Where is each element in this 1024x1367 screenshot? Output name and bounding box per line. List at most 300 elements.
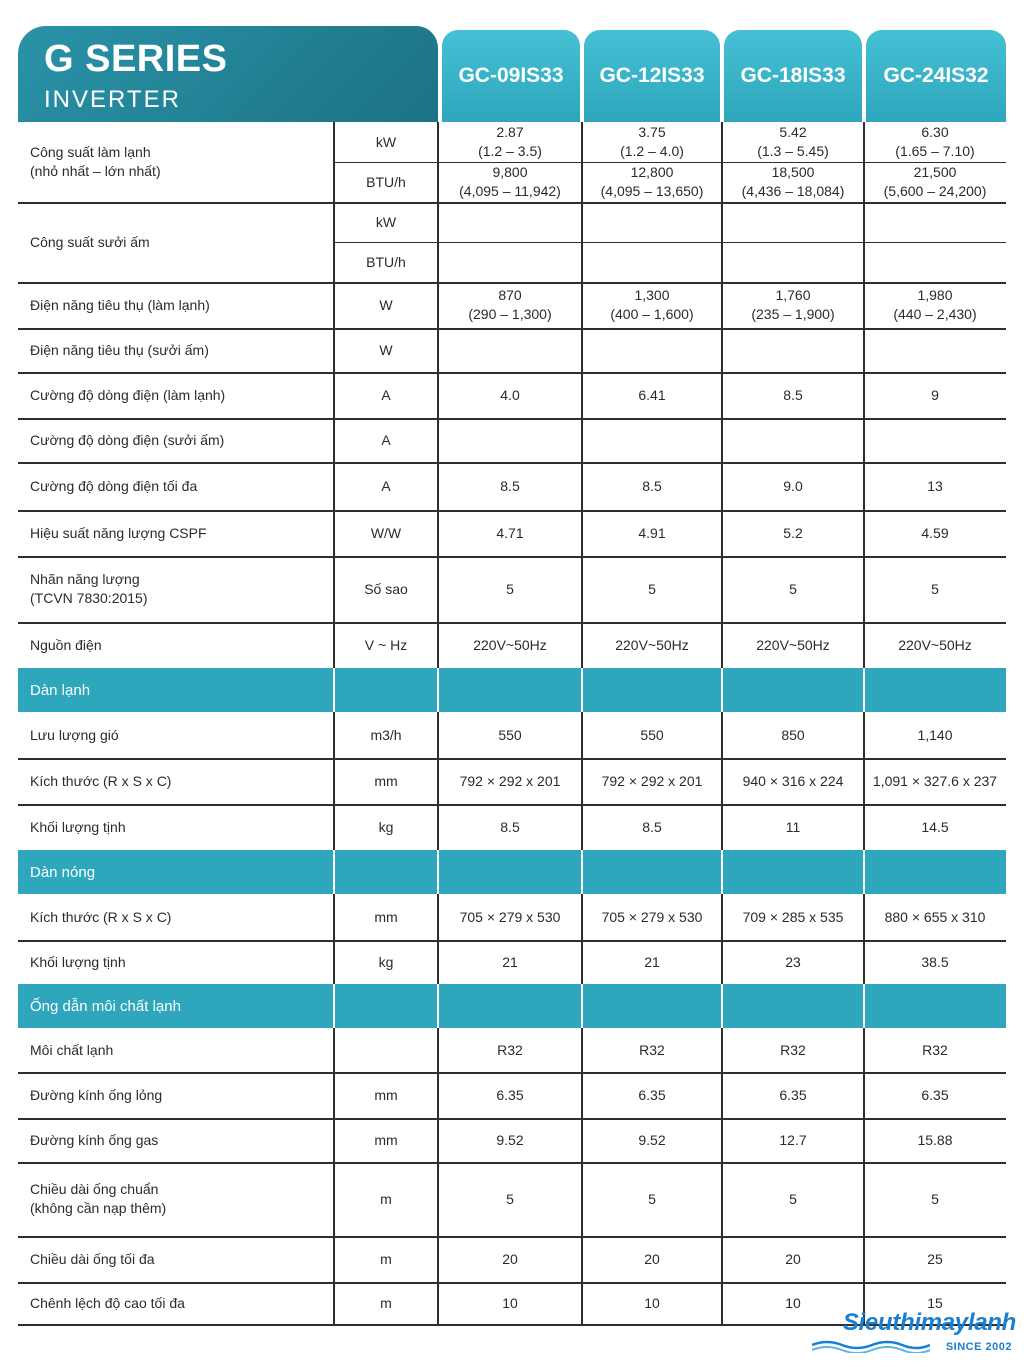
spec-subrow xyxy=(18,122,1006,162)
column-divider xyxy=(721,122,723,202)
column-divider xyxy=(333,1236,335,1282)
column-divider xyxy=(333,510,335,556)
spec-value xyxy=(864,242,1006,282)
spec-label: Chiều dài ống tối đa xyxy=(30,1250,155,1267)
spec-label: Điện năng tiêu thụ (làm lạnh) xyxy=(30,296,210,313)
column-divider xyxy=(333,1028,335,1072)
column-divider xyxy=(437,758,439,804)
spec-value: 5 xyxy=(506,1190,514,1207)
column-divider xyxy=(437,850,439,894)
column-divider xyxy=(581,850,583,894)
column-divider xyxy=(721,758,723,804)
spec-row xyxy=(18,894,1006,942)
spec-label: Lưu lượng gió xyxy=(30,726,119,743)
spec-value: 5 xyxy=(931,580,939,597)
column-divider xyxy=(581,418,583,462)
column-divider xyxy=(333,940,335,984)
spec-value: 792 × 292 x 201 xyxy=(601,772,703,789)
column-divider xyxy=(863,202,865,282)
spec-value: 1,980 (440 – 2,430) xyxy=(893,287,977,322)
spec-value: 709 × 285 x 535 xyxy=(742,908,844,925)
spec-row xyxy=(18,940,1006,986)
column-divider xyxy=(581,202,583,282)
spec-value xyxy=(722,242,864,282)
spec-value: 15.88 xyxy=(917,1131,953,1148)
spec-value: 1,091 × 327.6 x 237 xyxy=(872,772,998,789)
spec-unit: m xyxy=(380,1250,392,1267)
spec-value xyxy=(722,202,864,242)
spec-row xyxy=(18,1236,1006,1284)
column-divider xyxy=(437,202,439,282)
column-divider xyxy=(581,1236,583,1282)
spec-value: 6.35 xyxy=(921,1086,949,1103)
spec-unit: BTU/h xyxy=(366,173,406,190)
spec-value: 10 xyxy=(644,1294,660,1311)
column-divider xyxy=(721,850,723,894)
logo-since: SINCE 2002 xyxy=(945,1341,1012,1353)
spec-value: 15 xyxy=(927,1294,943,1311)
spec-value: 20 xyxy=(785,1250,801,1267)
column-divider xyxy=(437,418,439,462)
column-divider xyxy=(333,372,335,418)
spec-value: 8.5 xyxy=(642,477,662,494)
column-divider xyxy=(437,556,439,622)
column-divider xyxy=(863,804,865,850)
spec-row xyxy=(18,712,1006,760)
model-header-1: GC-09IS33 xyxy=(442,30,580,122)
spec-value: 220V~50Hz xyxy=(615,636,689,653)
spec-row xyxy=(18,510,1006,558)
spec-value: 6.35 xyxy=(638,1086,666,1103)
column-divider xyxy=(863,668,865,712)
spec-value: 6.41 xyxy=(638,386,666,403)
column-divider xyxy=(333,804,335,850)
spec-row xyxy=(18,1162,1006,1238)
column-divider xyxy=(581,712,583,758)
column-divider xyxy=(333,1118,335,1162)
column-divider xyxy=(581,372,583,418)
spec-value xyxy=(722,418,864,462)
spec-sheet xyxy=(18,26,1006,1311)
spec-value xyxy=(438,202,582,242)
column-divider xyxy=(437,1282,439,1324)
section-header-row xyxy=(18,668,1006,714)
spec-value: 792 × 292 x 201 xyxy=(459,772,561,789)
column-divider xyxy=(721,462,723,510)
spec-label: Nguồn điện xyxy=(30,636,102,653)
column-divider xyxy=(437,510,439,556)
column-divider xyxy=(863,1162,865,1236)
spec-value: 550 xyxy=(498,726,522,743)
column-divider xyxy=(863,510,865,556)
model-header-3: GC-18IS33 xyxy=(724,30,862,122)
column-divider xyxy=(333,712,335,758)
column-divider xyxy=(581,940,583,984)
spec-value: 220V~50Hz xyxy=(898,636,972,653)
spec-unit: A xyxy=(381,386,391,403)
column-divider xyxy=(437,1028,439,1072)
spec-unit: m3/h xyxy=(370,726,402,743)
column-divider xyxy=(863,328,865,372)
spec-subrow xyxy=(18,202,1006,242)
spec-label: Môi chất lạnh xyxy=(30,1041,114,1058)
spec-unit: A xyxy=(381,431,391,448)
subrow-divider xyxy=(334,162,1006,163)
column-divider xyxy=(863,712,865,758)
spec-value xyxy=(864,328,1006,372)
spec-row xyxy=(18,282,1006,330)
spec-value: 14.5 xyxy=(921,818,949,835)
series-banner xyxy=(18,26,438,122)
column-divider xyxy=(581,1162,583,1236)
spec-value: 940 × 316 x 224 xyxy=(742,772,844,789)
wave-icon xyxy=(812,1339,930,1353)
spec-value: 5.2 xyxy=(783,524,803,541)
column-divider xyxy=(721,984,723,1028)
spec-unit: mm xyxy=(374,1086,398,1103)
spec-value: 3.75 (1.2 – 4.0) xyxy=(620,124,684,159)
spec-label: Cường độ dòng điện (sưởi ấm) xyxy=(30,431,225,448)
spec-value: 550 xyxy=(640,726,664,743)
column-divider xyxy=(437,1072,439,1118)
spec-value: 20 xyxy=(644,1250,660,1267)
column-divider xyxy=(721,1282,723,1324)
column-divider xyxy=(721,510,723,556)
spec-value: 8.5 xyxy=(500,477,520,494)
spec-value: 1,140 xyxy=(917,726,953,743)
spec-value: 4.0 xyxy=(500,386,520,403)
column-divider xyxy=(721,418,723,462)
column-divider xyxy=(333,1162,335,1236)
spec-unit: kW xyxy=(375,213,397,230)
spec-value xyxy=(438,242,582,282)
spec-value: 9.52 xyxy=(496,1131,524,1148)
column-divider xyxy=(721,556,723,622)
column-divider xyxy=(333,202,335,282)
spec-value: 220V~50Hz xyxy=(756,636,830,653)
column-divider xyxy=(721,328,723,372)
column-divider xyxy=(581,1028,583,1072)
section-title: Ống dẫn môi chất lạnh xyxy=(30,997,181,1015)
spec-unit: Số sao xyxy=(364,580,408,597)
column-divider xyxy=(581,462,583,510)
spec-value xyxy=(864,202,1006,242)
spec-row xyxy=(18,1118,1006,1164)
column-divider xyxy=(581,1282,583,1324)
column-divider xyxy=(333,1282,335,1324)
spec-value: 8.5 xyxy=(500,818,520,835)
column-divider xyxy=(437,328,439,372)
column-divider xyxy=(721,894,723,940)
column-divider xyxy=(863,372,865,418)
column-divider xyxy=(437,622,439,668)
column-divider xyxy=(721,1236,723,1282)
column-divider xyxy=(863,1028,865,1072)
column-divider xyxy=(863,940,865,984)
column-divider xyxy=(581,510,583,556)
column-divider xyxy=(863,1236,865,1282)
column-divider xyxy=(437,1236,439,1282)
spec-value: 11 xyxy=(785,818,801,835)
column-divider xyxy=(581,668,583,712)
spec-unit: W/W xyxy=(370,524,402,541)
column-divider xyxy=(333,1072,335,1118)
model-header-4: GC-24IS32 xyxy=(866,30,1006,122)
column-divider xyxy=(437,1118,439,1162)
section-header-row xyxy=(18,850,1006,896)
spec-unit: V ~ Hz xyxy=(364,636,408,653)
spec-label: Kích thước (R x S x C) xyxy=(30,772,172,789)
column-divider xyxy=(437,804,439,850)
spec-unit: BTU/h xyxy=(366,253,406,270)
spec-value: 5.42 (1.3 – 5.45) xyxy=(757,124,829,159)
spec-unit: W xyxy=(379,296,393,313)
spec-value: 1,300 (400 – 1,600) xyxy=(610,287,694,322)
spec-unit: m xyxy=(380,1190,392,1207)
spec-value xyxy=(722,328,864,372)
spec-value: 21 xyxy=(502,953,518,970)
spec-value: 4.59 xyxy=(921,524,949,541)
column-divider xyxy=(581,894,583,940)
spec-label: Đường kính ống lỏng xyxy=(30,1086,163,1103)
spec-value: 38.5 xyxy=(921,953,949,970)
spec-value: 6.35 xyxy=(496,1086,524,1103)
column-divider xyxy=(721,940,723,984)
spec-value: 220V~50Hz xyxy=(473,636,547,653)
spec-subrow xyxy=(18,242,1006,282)
column-divider xyxy=(863,984,865,1028)
column-divider xyxy=(721,282,723,328)
column-divider xyxy=(437,940,439,984)
spec-unit: mm xyxy=(374,772,398,789)
column-divider xyxy=(721,1162,723,1236)
spec-value: 4.71 xyxy=(496,524,524,541)
column-divider xyxy=(863,622,865,668)
column-divider xyxy=(333,850,335,894)
column-divider xyxy=(721,372,723,418)
spec-value: 9.52 xyxy=(638,1131,666,1148)
column-divider xyxy=(437,984,439,1028)
spec-value: 5 xyxy=(648,580,656,597)
column-divider xyxy=(437,1162,439,1236)
spec-label: Đường kính ống gas xyxy=(30,1131,159,1148)
spec-unit: A xyxy=(381,477,391,494)
spec-value: 23 xyxy=(785,953,801,970)
spec-label: Chiều dài ống chuẩn (không cần nạp thêm) xyxy=(30,1181,167,1216)
spec-value: 13 xyxy=(927,477,943,494)
column-divider xyxy=(333,556,335,622)
spec-value: 21,500 (5,600 – 24,200) xyxy=(883,164,987,199)
spec-unit: kW xyxy=(375,133,397,150)
spec-unit xyxy=(334,1028,438,1072)
column-divider xyxy=(581,984,583,1028)
spec-value: R32 xyxy=(497,1041,523,1058)
column-divider xyxy=(721,202,723,282)
spec-value: R32 xyxy=(780,1041,806,1058)
spec-value: 870 (290 – 1,300) xyxy=(468,287,552,322)
spec-value: 5 xyxy=(931,1190,939,1207)
model-header-2: GC-12IS33 xyxy=(584,30,720,122)
column-divider xyxy=(721,668,723,712)
series-subtitle: INVERTER xyxy=(44,86,181,113)
spec-value: 705 × 279 x 530 xyxy=(601,908,703,925)
column-divider xyxy=(721,1028,723,1072)
series-title: G SERIES xyxy=(44,38,228,80)
spec-label: Khối lượng tịnh xyxy=(30,818,126,835)
spec-value xyxy=(582,418,722,462)
spec-value: 21 xyxy=(644,953,660,970)
spec-row xyxy=(18,122,1006,204)
spec-value: R32 xyxy=(639,1041,665,1058)
spec-unit: W xyxy=(379,341,393,358)
spec-row xyxy=(18,202,1006,284)
spec-value: 6.30 (1.65 – 7.10) xyxy=(895,124,975,159)
section-title: Dàn nóng xyxy=(30,863,96,881)
spec-value: 12,800 (4,095 – 13,650) xyxy=(600,164,704,199)
spec-value: 1,760 (235 – 1,900) xyxy=(751,287,835,322)
spec-unit: mm xyxy=(374,1131,398,1148)
spec-row xyxy=(18,372,1006,420)
spec-unit: m xyxy=(380,1294,392,1311)
spec-row xyxy=(18,462,1006,512)
spec-value: 8.5 xyxy=(642,818,662,835)
column-divider xyxy=(333,328,335,372)
column-divider xyxy=(437,282,439,328)
section-title: Dàn lạnh xyxy=(30,681,91,699)
spec-label: Nhãn năng lượng (TCVN 7830:2015) xyxy=(30,571,148,606)
spec-label: Công suất sưởi ấm xyxy=(30,233,150,250)
column-divider xyxy=(333,462,335,510)
column-divider xyxy=(333,282,335,328)
spec-value: 25 xyxy=(927,1250,943,1267)
column-divider xyxy=(581,1118,583,1162)
subrow-divider xyxy=(334,242,1006,243)
spec-label: Hiệu suất năng lượng CSPF xyxy=(30,524,207,541)
spec-value: 9.0 xyxy=(783,477,803,494)
spec-row xyxy=(18,1072,1006,1120)
spec-row xyxy=(18,622,1006,670)
column-divider xyxy=(581,804,583,850)
column-divider xyxy=(437,372,439,418)
column-divider xyxy=(333,894,335,940)
spec-row xyxy=(18,804,1006,852)
column-divider xyxy=(863,1072,865,1118)
column-divider xyxy=(437,122,439,202)
spec-label: Kích thước (R x S x C) xyxy=(30,908,172,925)
spec-row xyxy=(18,418,1006,464)
spec-value xyxy=(438,328,582,372)
column-divider xyxy=(581,1072,583,1118)
column-divider xyxy=(581,622,583,668)
spec-value: 8.5 xyxy=(783,386,803,403)
column-divider xyxy=(863,850,865,894)
spec-label: Điện năng tiêu thụ (sưởi ấm) xyxy=(30,341,209,358)
column-divider xyxy=(721,804,723,850)
spec-value: 705 × 279 x 530 xyxy=(459,908,561,925)
column-divider xyxy=(863,282,865,328)
spec-value: 2.87 (1.2 – 3.5) xyxy=(478,124,542,159)
store-logo xyxy=(806,1309,1016,1357)
column-divider xyxy=(437,668,439,712)
spec-value: 4.91 xyxy=(638,524,666,541)
column-divider xyxy=(721,1118,723,1162)
spec-label: Cường độ dòng điện tối đa xyxy=(30,477,198,494)
column-divider xyxy=(863,1118,865,1162)
spec-value xyxy=(438,418,582,462)
column-divider xyxy=(333,984,335,1028)
column-divider xyxy=(863,122,865,202)
spec-value xyxy=(864,418,1006,462)
column-divider xyxy=(333,122,335,202)
column-divider xyxy=(863,758,865,804)
column-divider xyxy=(721,1072,723,1118)
column-divider xyxy=(437,462,439,510)
spec-unit: kg xyxy=(378,953,394,970)
spec-value xyxy=(582,202,722,242)
column-divider xyxy=(863,556,865,622)
column-divider xyxy=(333,758,335,804)
column-divider xyxy=(863,894,865,940)
column-divider xyxy=(581,556,583,622)
spec-value: 5 xyxy=(789,1190,797,1207)
logo-wordmark: Sieuthimaylanh xyxy=(842,1309,1016,1336)
column-divider xyxy=(581,328,583,372)
spec-unit: kg xyxy=(378,818,394,835)
spec-row xyxy=(18,758,1006,806)
spec-value xyxy=(582,242,722,282)
table-header xyxy=(18,26,1006,122)
spec-value: 9,800 (4,095 – 11,942) xyxy=(459,164,561,199)
spec-label: Khối lượng tịnh xyxy=(30,953,126,970)
spec-value: 5 xyxy=(648,1190,656,1207)
spec-row xyxy=(18,328,1006,374)
column-divider xyxy=(721,712,723,758)
column-divider xyxy=(581,122,583,202)
spec-value: 6.35 xyxy=(779,1086,807,1103)
spec-value: 5 xyxy=(506,580,514,597)
spec-row xyxy=(18,1028,1006,1074)
column-divider xyxy=(581,758,583,804)
spec-value: 18,500 (4,436 – 18,084) xyxy=(741,164,845,199)
column-divider xyxy=(721,622,723,668)
column-divider xyxy=(437,894,439,940)
spec-value: 850 xyxy=(781,726,805,743)
spec-label: Cường độ dòng điện (làm lạnh) xyxy=(30,386,226,403)
spec-value: 12.7 xyxy=(779,1131,807,1148)
column-divider xyxy=(863,462,865,510)
spec-value: 10 xyxy=(785,1294,801,1311)
spec-label: Công suất làm lạnh (nhỏ nhất – lớn nhất) xyxy=(30,144,161,179)
spec-value xyxy=(582,328,722,372)
spec-label: Chênh lệch độ cao tối đa xyxy=(30,1294,185,1311)
column-divider xyxy=(333,622,335,668)
spec-value: 5 xyxy=(789,580,797,597)
spec-row xyxy=(18,556,1006,624)
spec-value: 10 xyxy=(502,1294,518,1311)
spec-subrow xyxy=(18,162,1006,202)
column-divider xyxy=(863,418,865,462)
column-divider xyxy=(333,668,335,712)
column-divider xyxy=(333,418,335,462)
section-header-row xyxy=(18,984,1006,1030)
spec-value: 9 xyxy=(931,386,939,403)
column-divider xyxy=(437,712,439,758)
spec-value: 20 xyxy=(502,1250,518,1267)
column-divider xyxy=(581,282,583,328)
spec-value: 880 × 655 x 310 xyxy=(884,908,986,925)
spec-value: R32 xyxy=(922,1041,948,1058)
spec-unit: mm xyxy=(374,908,398,925)
